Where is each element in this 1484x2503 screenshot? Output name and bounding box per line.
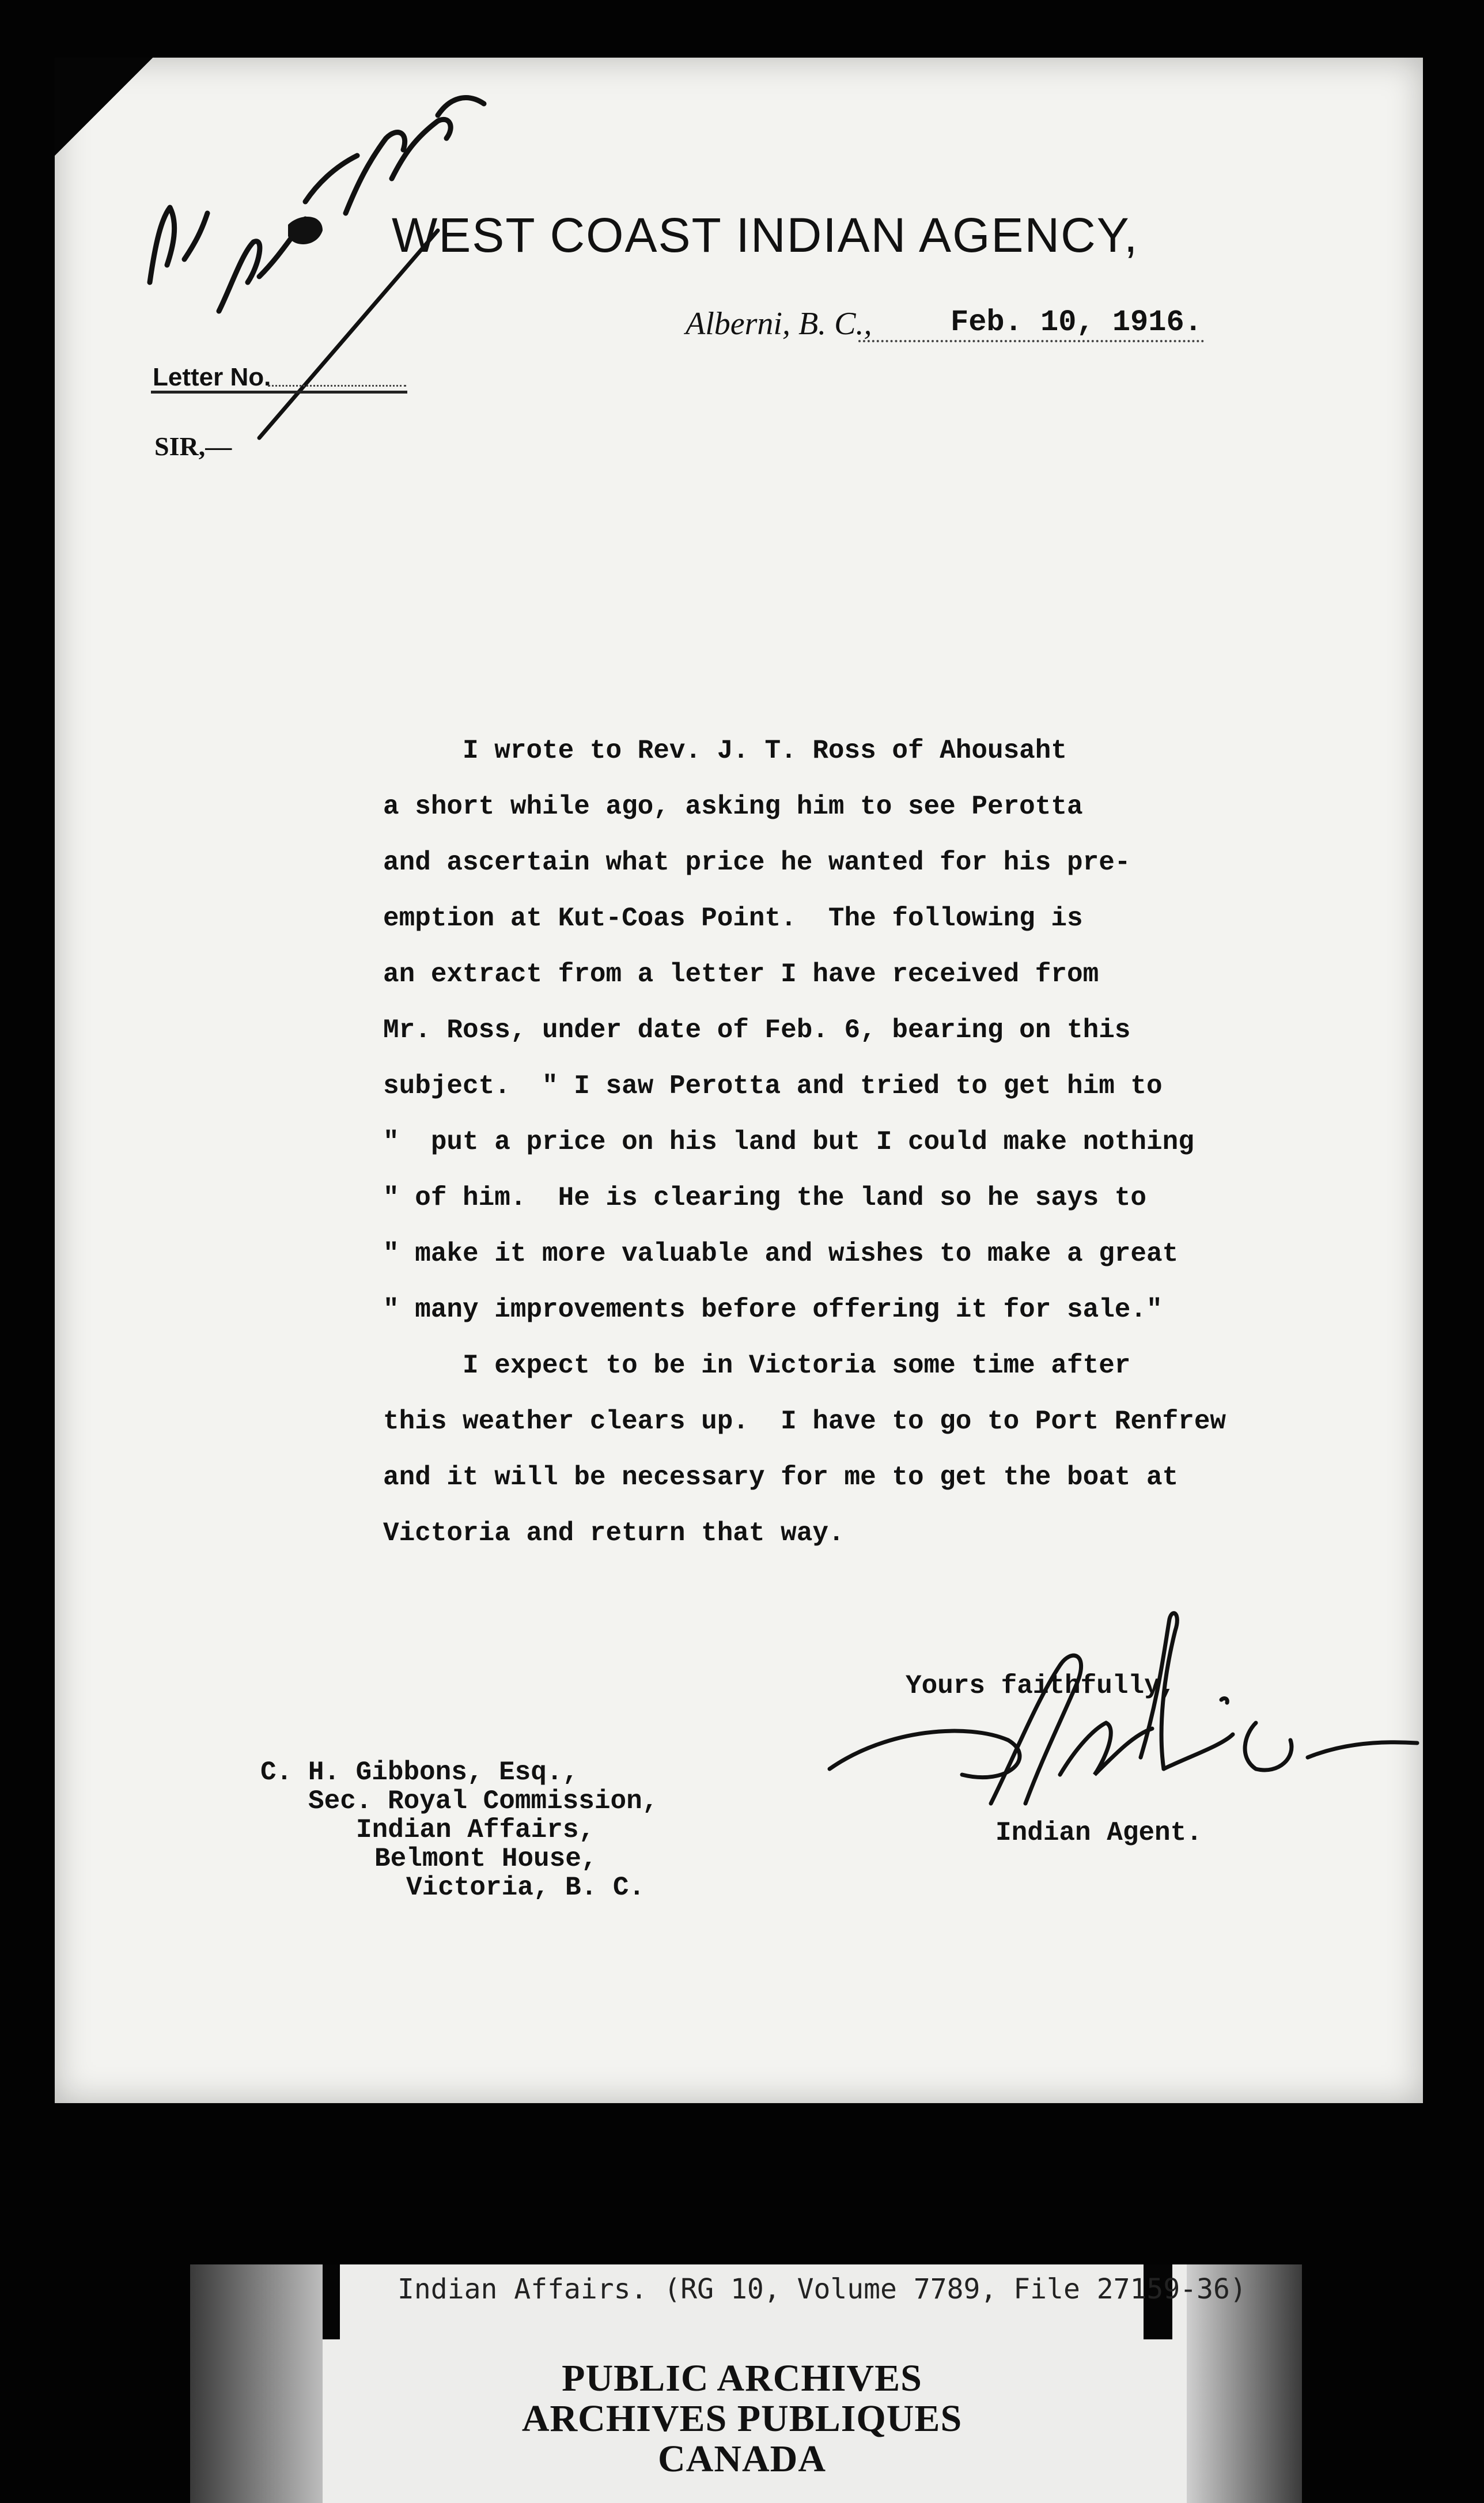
body-line: and ascertain what price he wanted for his pre- — [383, 848, 1131, 878]
body-line: Victoria and return that way. — [383, 1518, 845, 1548]
body-line: I wrote to Rev. J. T. Ross of Ahousaht — [383, 736, 1067, 766]
addressee-line: Indian Affairs, — [356, 1815, 595, 1845]
body-line: I expect to be in Victoria some time after — [383, 1351, 1131, 1381]
body-line: " make it more valuable and wishes to make a great — [383, 1239, 1179, 1269]
signatory-title: Indian Agent. — [995, 1818, 1202, 1848]
body-line: " of him. He is clearing the land so he says to — [383, 1183, 1147, 1213]
valediction: Yours faithfully, — [906, 1671, 1176, 1701]
letter-number-rule — [151, 391, 407, 394]
letter-number-dots — [268, 385, 406, 387]
archive-citation: Indian Affairs. (RG 10, Volume 7789, File 27159-36) — [398, 2273, 1247, 2305]
archive-name-fr: ARCHIVES PUBLIQUES — [521, 2398, 963, 2440]
salutation: SIR,— — [154, 432, 232, 461]
archive-name-en: PUBLIC ARCHIVES — [562, 2357, 922, 2399]
letterhead-title: WEST COAST INDIAN AGENCY, — [392, 208, 1139, 262]
body-line: emption at Kut-Coas Point. The following is — [383, 903, 1083, 933]
body-line: subject. " I saw Perotta and tried to get him to — [383, 1071, 1163, 1101]
body-line: " many improvements before offering it for sale." — [383, 1295, 1163, 1325]
body-line: this weather clears up. I have to go to Port Renfrew — [383, 1406, 1226, 1436]
addressee-line: C. H. Gibbons, Esq., — [260, 1757, 579, 1787]
body-line: Mr. Ross, under date of Feb. 6, bearing on this — [383, 1015, 1131, 1045]
letter-date: Feb. 10, 1916. — [951, 305, 1202, 339]
letter-number-label: Letter No. — [153, 363, 271, 391]
body-line: an extract from a letter I have received from — [383, 959, 1099, 989]
archive-clip-left — [323, 2264, 340, 2339]
letter-body — [383, 723, 1282, 1561]
body-line: and it will be necessary for me to get the boat at — [383, 1462, 1179, 1492]
body-line: " put a price on his land but I could make nothing — [383, 1127, 1194, 1157]
addressee-line: Victoria, B. C. — [406, 1873, 645, 1903]
addressee-line: Belmont House, — [374, 1844, 597, 1874]
addressee-line: Sec. Royal Commission, — [308, 1786, 658, 1816]
date-rule — [858, 340, 1204, 342]
archive-country: CANADA — [658, 2438, 826, 2480]
body-line: a short while ago, asking him to see Perotta — [383, 792, 1083, 822]
letterhead-place: Alberni, B. C., — [686, 306, 872, 342]
